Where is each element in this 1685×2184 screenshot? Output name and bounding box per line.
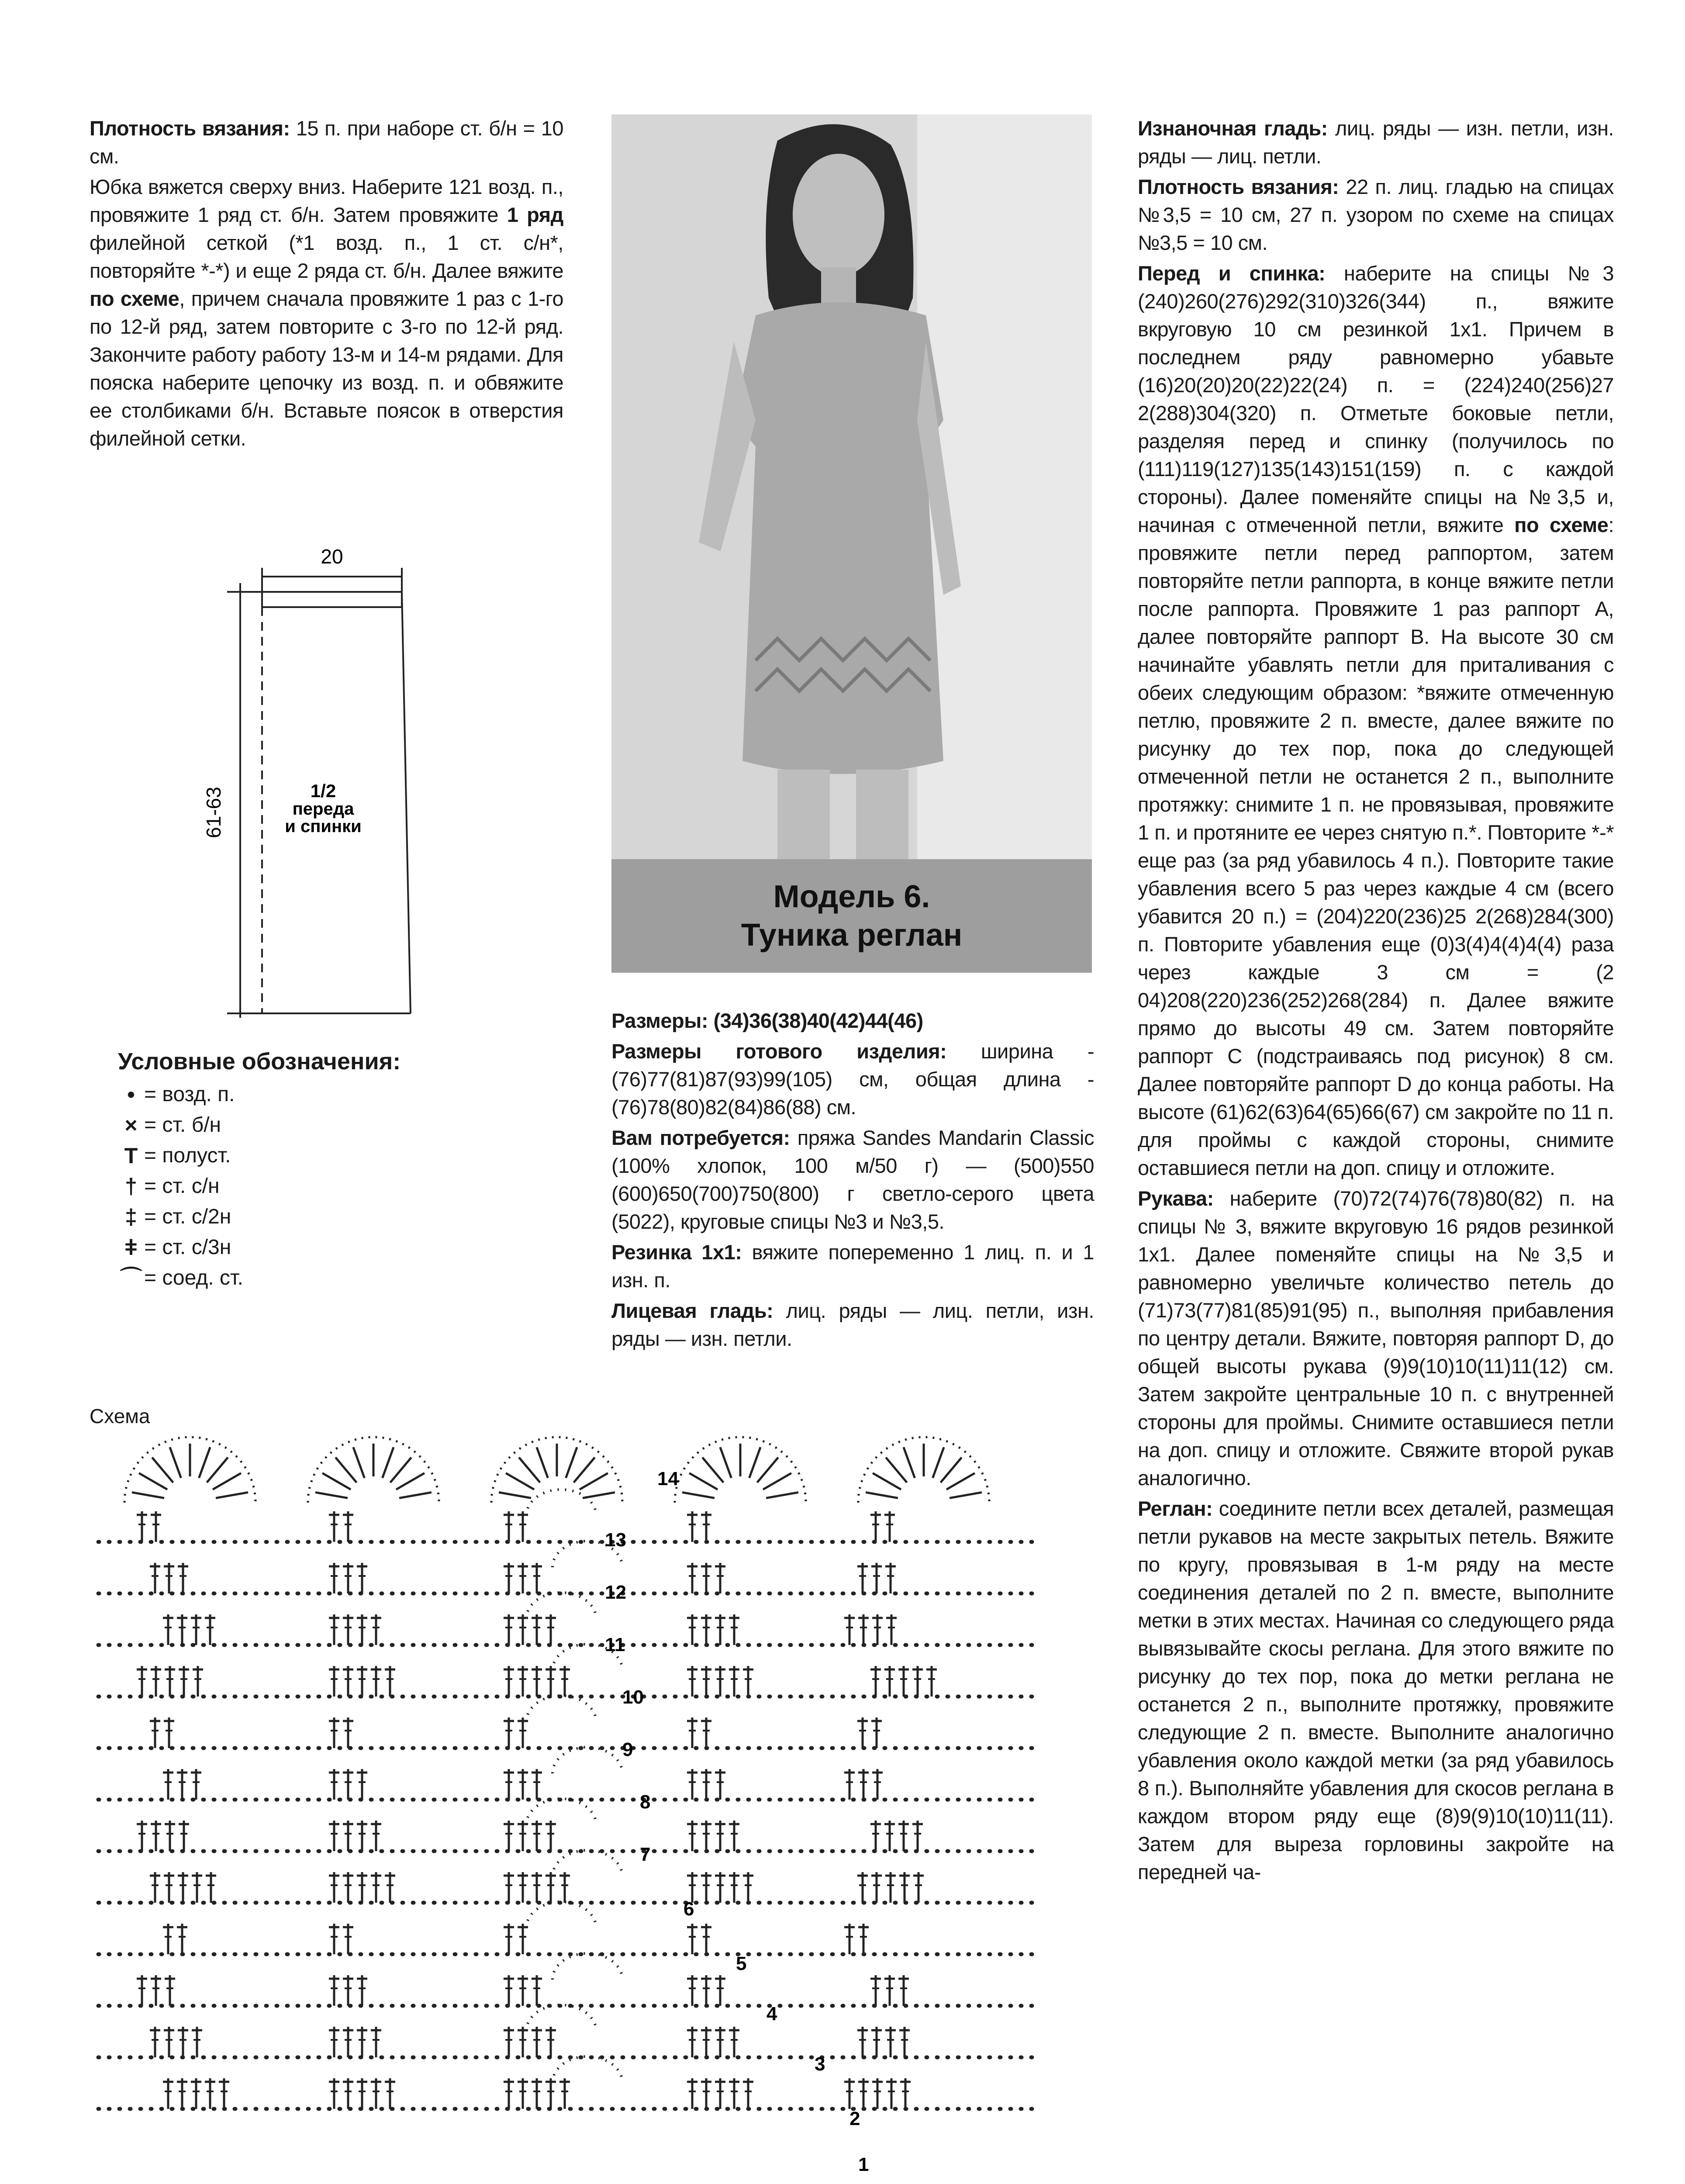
- legend-text: = возд. п.: [144, 1083, 235, 1106]
- legend-item: [118, 1079, 511, 1110]
- legend-item: [118, 1140, 511, 1171]
- row-number: 11: [605, 1634, 625, 1655]
- legend-text: = соед. ст.: [144, 1266, 243, 1289]
- model-photo: [611, 114, 1092, 973]
- skirt-text-a: Юбка вяжется сверху вниз. Наберите 121 возд. п., провяжите 1 ряд ст. б/н. Затем провяжите: [90, 175, 563, 226]
- fan-motif: [858, 1437, 989, 1503]
- legend-item: [118, 1232, 511, 1263]
- row-number: 2: [849, 2108, 860, 2129]
- sketch-height-label: 61-63: [202, 787, 225, 838]
- sketch-width-label: 20: [321, 545, 343, 568]
- sleeves-text: наберите (70)72(74)76(78)80(82) п. на спицы № 3, вяжите вкруговую 16 рядов резинкой 1x1. Далее поменяйте спицы на №3,5 и равномерно увеличьте количество петель до (71)73(77)81(85)91(95) п., выполняя прибавления по центру детали. Вяжите, повторяя раппорт D, до общей высоты рукава (9)9(10)10(11)11(12) см. Затем закройте центральные 10 п. с внутренней стороны для проймы. Снимите оставшиеся петли на доп. спицу и отложите. Свяжите второй рукав аналогично.: [1138, 1187, 1614, 1489]
- legend-symbol: †: [125, 1174, 137, 1199]
- materials-paragraph: [611, 1124, 1094, 1236]
- chart-row: [98, 1902, 1033, 1954]
- schema-label: Схема: [90, 1405, 150, 1427]
- row-number: 12: [605, 1582, 626, 1603]
- finished-text: ширина - (76)77(81)87(93)99(105) см, общая длина - (76)78(80)82(84)86(88) см.: [611, 1040, 1094, 1119]
- caption-title: Туника реглан: [741, 918, 963, 953]
- legend-text: = ст. с/3н: [144, 1236, 231, 1259]
- right-column: [1138, 114, 1614, 1889]
- legend-symbol: ×: [124, 1113, 138, 1137]
- rib-text: вяжите попеременно 1 лиц. п. и 1 изн. п.: [611, 1241, 1094, 1292]
- model-figure: [611, 114, 1092, 859]
- sleeves-label: Рукава:: [1138, 1187, 1214, 1210]
- chart-row: [98, 1644, 1033, 1697]
- stockinette-label: Лицевая гладь:: [611, 1299, 773, 1322]
- front-back-label: Перед и спинка:: [1138, 262, 1326, 285]
- raglan-paragraph: [1138, 1495, 1614, 1886]
- sleeves-paragraph: [1138, 1185, 1614, 1492]
- fan-motif: [308, 1437, 439, 1503]
- legend-item: [118, 1263, 511, 1293]
- gauge-label: Плотность вязания:: [1138, 175, 1339, 198]
- chart-row: [98, 1541, 1033, 1593]
- legend-symbol: •: [127, 1082, 135, 1107]
- legend-title: Условные обозначения:: [118, 1048, 401, 1075]
- legend-text: = полуст.: [144, 1144, 231, 1167]
- legend-item: [118, 1202, 511, 1232]
- gauge-text: 22 п. лиц. гладью на спицах №3,5 = 10 см, 27 п. узором по схеме на спицах №3,5 = 10 см.: [1138, 175, 1614, 254]
- row-number: 4: [767, 2003, 777, 2025]
- finished-label: Размеры готового изделия:: [611, 1040, 947, 1063]
- legend-list: [118, 1079, 511, 1293]
- purl-paragraph: [1138, 114, 1614, 170]
- row-number: 7: [640, 1844, 651, 1865]
- legend-symbol: ǂ: [124, 1235, 138, 1260]
- front-back-bold: по схеме: [1514, 513, 1609, 536]
- chart-row: [98, 1953, 1033, 2006]
- legend-symbol: T: [124, 1144, 138, 1168]
- crochet-chart: [90, 1428, 1050, 2184]
- front-back-paragraph: [1138, 259, 1614, 1182]
- legend-text: = ст. б/н: [144, 1113, 221, 1137]
- finished-size-paragraph: [611, 1037, 1094, 1121]
- caption-model: Модель 6.: [773, 879, 930, 914]
- row-number: 1: [858, 2154, 869, 2175]
- legend-symbol: ⌒: [120, 1266, 142, 1290]
- raglan-label: Реглан:: [1138, 1497, 1213, 1520]
- chart-row: [98, 1850, 1033, 1903]
- purl-text: лиц. ряды — изн. петли, изн. ряды — лиц. петли.: [1138, 117, 1614, 168]
- legend-item: [118, 1171, 511, 1202]
- row-number: 3: [815, 2053, 825, 2075]
- materials-label: Вам потребуется:: [611, 1126, 790, 1149]
- skirt-text-e: , причем сначала провяжите 1 раз с 1-го по 12-й ряд, затем повторите с 3-го по 12-й ряд. Закончите работу работу 13-м и 14-м рядами. Для пояска наберите цепочку из возд. п. и обвяжите ее столбиками б/н. Вставьте поясок в отверстия филейной сетки.: [90, 287, 563, 450]
- fan-motif: [124, 1437, 256, 1503]
- chart-row: [98, 1747, 1033, 1800]
- photo-caption: [611, 859, 1092, 973]
- row-number: 9: [622, 1739, 633, 1760]
- front-back-text-b: : провяжите петли перед раппортом, затем повторяйте петли раппорта, в конце вяжите петли после раппорта. Провяжите 1 раз раппорт А, далее повторяйте раппорт В. На высоте 30 см начинайте убавлять петли для приталивания с обеих следующим образом: *вяжите отмеченную петлю, провяжите 2 п. вместе, далее вяжите по рисунку до тех пор, пока до следующей отмеченной петли не останется 2 п., выполните протяжку: снимите 1 п. не провязывая, провяжите 1 п. и протяните ее через снятую п.*. Повторите *-* еще раз (за ряд убавилось 4 п.). Повторите такие убавления всего 5 раз через каждые 4 см (всего убавится 20 п.) = (204)220(236)25 2(268)284(300) п. Повторите убавления еще (0)3(4)4(4)4(4) раза через каждые 3 см = (2 04)208(220)236(252)268(284) п. Далее вяжите прямо до высоты 49 см. Затем повторяйте раппорт С (подстраиваясь под рисунок) 8 см. Далее повторяйте раппорт D до конца работы. На высоте (61)62(63)64(65)66(67) см закройте по 11 п. для проймы с каждой стороны, снимите оставшиеся петли на доп. спицу и отложите.: [1138, 513, 1614, 1179]
- skirt-density-paragraph: [90, 114, 563, 170]
- legend: [118, 1046, 511, 1293]
- row-number: 10: [622, 1686, 644, 1708]
- purl-label: Изнаночная гладь:: [1138, 117, 1328, 140]
- legend-text: = ст. с/2н: [144, 1205, 231, 1228]
- row-number: 5: [736, 1953, 747, 1974]
- chart-row: [98, 2056, 1033, 2109]
- chart-row: [98, 1696, 1033, 1748]
- skirt-text-b: 1 ряд: [507, 203, 564, 226]
- row-number: 13: [605, 1529, 626, 1551]
- mid-column: [611, 1007, 1094, 1355]
- skirt-text-d: по схеме: [90, 287, 180, 310]
- chart-row: [98, 2005, 1033, 2057]
- left-column: [90, 114, 563, 455]
- row-number: 14: [657, 1468, 679, 1489]
- row-number: 8: [640, 1791, 651, 1813]
- legend-text: = ст. с/н: [144, 1175, 220, 1198]
- sketch-inner-1: 1/2: [310, 781, 336, 801]
- skirt-sketch: [197, 542, 424, 1031]
- density-label: Плотность вязания:: [90, 117, 290, 140]
- fan-motif: [491, 1437, 622, 1503]
- density-text: 15 п. при наборе ст. б/н = 10 см.: [90, 117, 563, 168]
- legend-symbol: ‡: [125, 1205, 137, 1229]
- rib-label: Резинка 1x1:: [611, 1241, 742, 1264]
- stockinette-paragraph: [611, 1297, 1094, 1353]
- gauge-paragraph: [1138, 173, 1614, 257]
- skirt-text-c: филейной сеткой (*1 возд. п., 1 ст. с/н*, повторяйте *-*) и еще 2 ряда ст. б/н. Далее вяжите: [90, 231, 563, 282]
- row-number: 6: [684, 1898, 694, 1920]
- materials-text: пряжа Sandes Mandarin Classic (100% хлопок, 100 м/50 г) — (500)550 (600)650(700)750(800) г светло-серого цвета (5022), круговые спицы №3 и №3,5.: [611, 1126, 1094, 1233]
- raglan-text: соедините петли всех деталей, размещая петли рукавов на месте закрытых петель. Вяжите по кругу, провязывая в 1-м ряду на месте соединения деталей по 2 п. вместе, выполните метки в этих местах. Начиная со следующего ряда вывязывайте скосы реглана. Для этого вяжите по рисунку до тех пор, пока до метки реглана не останется 2 п., выполните протяжку, провяжите следующие 2 п. вместе. Выполните аналогично убавления около каждой метки (за ряд убавилось 8 п.). Выполняйте убавления для скосов реглана в каждом втором ряду еще (8)9(9)10(10)11(11). Затем для выреза горловины закройте на передней ча-: [1138, 1497, 1614, 1883]
- legend-item: [118, 1110, 511, 1140]
- stockinette-text: лиц. ряды — лиц. петли, изн. ряды — изн. петли.: [611, 1299, 1094, 1350]
- sizes-line: Размеры: (34)36(38)40(42)44(46): [611, 1009, 923, 1032]
- chart-row: [98, 1799, 1033, 1851]
- rib-paragraph: [611, 1238, 1094, 1294]
- front-back-text-a: наберите на спицы №3 (240)260(276)292(310)326(344) п., вяжите вкруговую 10 см резинкой 1x1. Причем в последнем ряду равномерно убавьте (16)20(20)20(22)22(24) п. = (224)240(256)27 2(288)304(320) п. Отметьте боковые петли, разделяя перед и спинку (получилось по (111)119(127)135(143)151(159) п. с каждой стороны). Далее поменяйте спицы на №3,5 и, начиная с отмеченной петли, вяжите: [1138, 262, 1614, 536]
- sketch-inner-2: переда: [292, 799, 354, 819]
- chart-row: [98, 1593, 1033, 1645]
- skirt-instructions-paragraph: [90, 173, 563, 453]
- fan-motif: [675, 1437, 806, 1503]
- sketch-inner-3: и спинки: [285, 817, 362, 836]
